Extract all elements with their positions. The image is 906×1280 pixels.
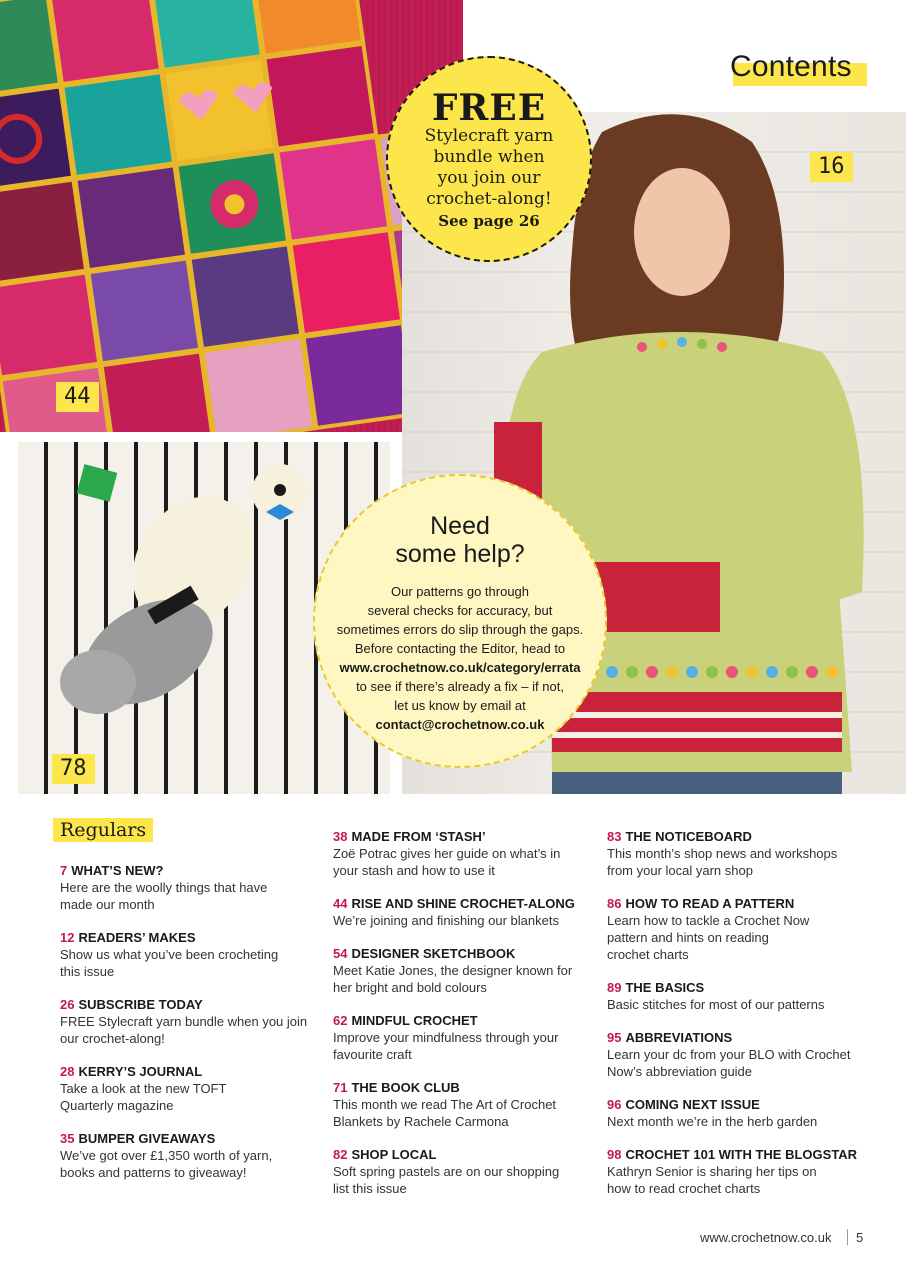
entry-page-number: 38 [333,829,348,844]
entry-desc-line: list this issue [333,1181,407,1196]
free-line-2: bundle when [433,147,545,167]
footer-website-link[interactable]: www.crochetnow.co.uk [700,1230,832,1245]
entry-desc-line: how to read crochet charts [607,1181,761,1196]
entry-desc-line: Basic stitches for most of our patterns [607,997,825,1012]
free-headline: FREE [431,87,547,129]
entry-desc-line: Next month we’re in the herb garden [607,1114,818,1129]
contents-entry[interactable] [333,828,598,879]
entry-desc-line: pattern and hints on reading [607,930,769,945]
contents-entry[interactable] [333,1079,598,1130]
contents-entry[interactable] [333,895,598,929]
help-line-3: sometimes errors do slip through the gaps. [336,622,584,637]
contact-email-link[interactable]: contact@crochetnow.co.uk [375,717,545,732]
contents-entry[interactable] [607,1096,882,1130]
entry-page-number: 96 [607,1097,622,1112]
help-line-5: to see if there’s already a fix – if not, [356,679,564,694]
contents-entry[interactable] [607,895,882,963]
entry-title: ABBREVIATIONS [625,1030,733,1045]
contents-column-1 [60,862,325,1197]
entry-desc-line: this issue [60,964,115,979]
contents-entry[interactable] [607,979,882,1013]
entry-page-number: 89 [607,980,622,995]
entry-page-number: 62 [333,1013,348,1028]
entry-title: THE BOOK CLUB [351,1080,460,1095]
entry-page-number: 83 [607,829,622,844]
entry-page-number: 95 [607,1030,622,1045]
entry-desc-line: our crochet-along! [60,1031,165,1046]
entry-desc-line: Here are the woolly things that have [60,880,268,895]
free-line-4: crochet-along! [426,189,552,209]
free-line-3: you join our [437,168,541,188]
contents-entry[interactable] [607,828,882,879]
entry-desc-line: favourite craft [333,1047,412,1062]
entry-desc-line: made our month [60,897,155,912]
entry-page-number: 54 [333,946,348,961]
free-see-page: See page 26 [438,212,540,230]
errata-link[interactable]: www.crochetnow.co.uk/category/errata [339,660,581,675]
contents-entry[interactable] [60,996,325,1047]
entry-page-number: 35 [60,1131,75,1146]
entry-desc-line: Quarterly magazine [60,1098,174,1113]
entry-desc-line: your stash and how to use it [333,863,495,878]
entry-title: BUMPER GIVEAWAYS [78,1131,216,1146]
help-badge [313,474,607,768]
entry-title: KERRY’S JOURNAL [78,1064,203,1079]
page-tag-44: 44 [56,382,99,412]
entry-desc-line: Take a look at the new TOFT [60,1081,227,1096]
entry-page-number: 86 [607,896,622,911]
free-yarn-badge[interactable] [386,56,592,262]
help-line-1: Our patterns go through [390,584,530,599]
entry-desc-line: We’ve got over £1,350 worth of yarn, [60,1148,273,1163]
entry-page-number: 98 [607,1147,622,1162]
entry-desc-line: This month we read The Art of Crochet [333,1097,557,1112]
page-tag-78: 78 [52,754,95,784]
contents-entry[interactable] [333,945,598,996]
help-line-6: let us know by email at [394,698,526,713]
entry-page-number: 71 [333,1080,348,1095]
entry-page-number: 12 [60,930,75,945]
entry-desc-line: Blankets by Rachele Carmona [333,1114,509,1129]
help-title-line-1: Need [430,512,490,540]
entry-desc-line: Improve your mindfulness through your [333,1030,559,1045]
regulars-label: Regulars [53,818,153,842]
entry-desc-line: books and patterns to giveaway! [60,1165,247,1180]
free-line-1: Stylecraft yarn [424,126,554,146]
entry-title: SHOP LOCAL [351,1147,437,1162]
contents-entry[interactable] [60,929,325,980]
help-line-4: Before contacting the Editor, head to [354,641,566,656]
entry-desc-line: Soft spring pastels are on our shopping [333,1164,560,1179]
help-title-line-2: some help? [395,540,525,568]
entry-title: HOW TO READ A PATTERN [625,896,795,911]
footer-divider [847,1229,848,1245]
entry-title: MADE FROM ‘STASH’ [351,829,486,844]
entry-title: RISE AND SHINE CROCHET-ALONG [351,896,575,911]
entry-title: COMING NEXT ISSUE [625,1097,760,1112]
entry-desc-line: Zoë Potrac gives her guide on what’s in [333,846,561,861]
contents-entry[interactable] [60,862,325,913]
entry-desc-line: We’re joining and finishing our blankets [333,913,559,928]
entry-desc-line: Learn how to tackle a Crochet Now [607,913,810,928]
page-number: 5 [856,1230,864,1245]
page-title: Contents [730,50,852,83]
entry-page-number: 26 [60,997,75,1012]
contents-entry[interactable] [60,1130,325,1181]
entry-desc-line: from your local yarn shop [607,863,753,878]
entry-page-number: 28 [60,1064,75,1079]
entry-title: THE BASICS [625,980,705,995]
entry-title: THE NOTICEBOARD [625,829,752,844]
entry-page-number: 82 [333,1147,348,1162]
entry-title: DESIGNER SKETCHBOOK [351,946,516,961]
entry-desc-line: Learn your dc from your BLO with Crochet [607,1047,851,1062]
entry-title: CROCHET 101 WITH THE BLOGSTAR [625,1147,858,1162]
entry-desc-line: Show us what you’ve been crocheting [60,947,279,962]
entry-desc-line: Kathryn Senior is sharing her tips on [607,1164,817,1179]
contents-column-2 [333,828,598,1213]
entry-title: READERS’ MAKES [78,930,196,945]
entry-desc-line: Meet Katie Jones, the designer known for [333,963,573,978]
contents-entry[interactable] [607,1029,882,1080]
contents-column-3 [607,828,882,1213]
contents-entry[interactable] [333,1146,598,1197]
page-tag-16: 16 [810,152,853,182]
entry-desc-line: This month’s shop news and workshops [607,846,838,861]
entry-title: WHAT’S NEW? [71,863,164,878]
entry-title: SUBSCRIBE TODAY [78,997,203,1012]
contents-entry[interactable] [607,1146,882,1197]
contents-entry[interactable] [333,1012,598,1063]
entry-page-number: 44 [333,896,348,911]
entry-title: MINDFUL CROCHET [351,1013,478,1028]
entry-desc-line: her bright and bold colours [333,980,487,995]
entry-desc-line: FREE Stylecraft yarn bundle when you join [60,1014,308,1029]
help-line-2: several checks for accuracy, but [367,603,553,618]
entry-desc-line: Now’s abbreviation guide [607,1064,753,1079]
contents-entry[interactable] [60,1063,325,1114]
entry-page-number: 7 [60,863,68,878]
entry-desc-line: crochet charts [607,947,689,962]
